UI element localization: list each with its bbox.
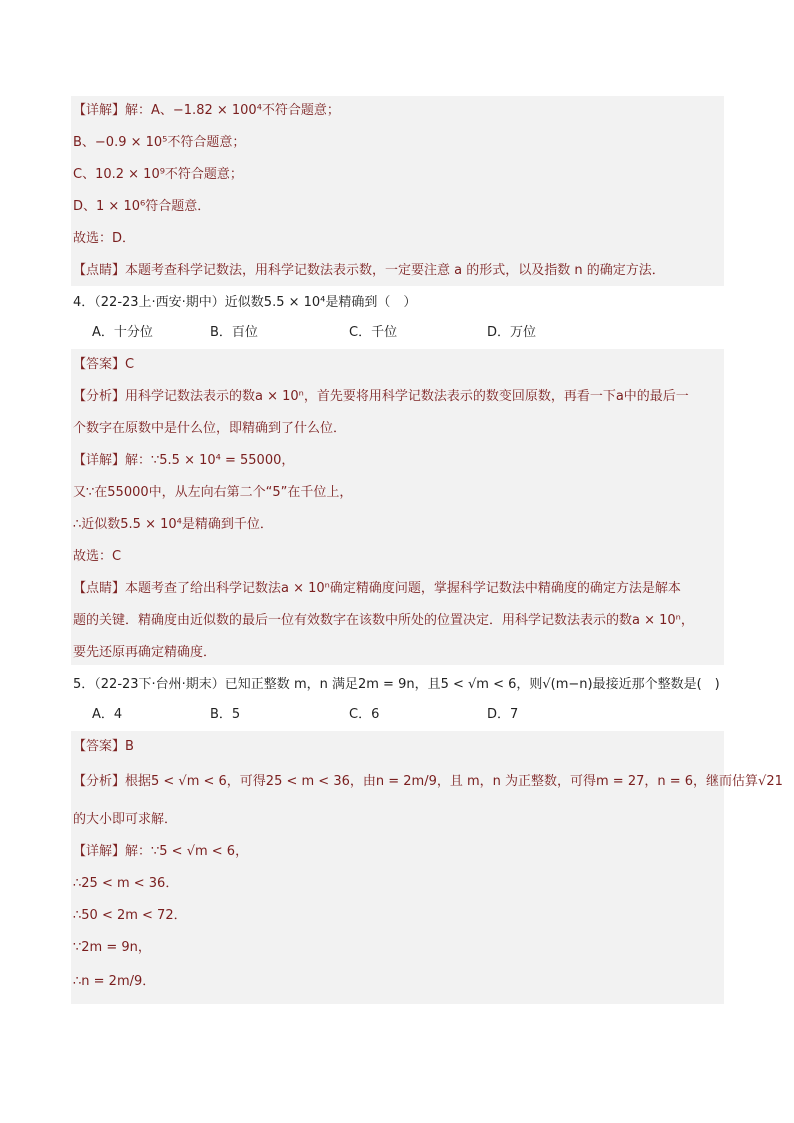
- q5-detail-4: ∵2m = 9n，: [73, 940, 151, 955]
- q5-answer: 【答案】B: [73, 739, 134, 754]
- q4-comment-3: 要先还原再确定精确度．: [73, 645, 217, 660]
- q4-analysis-2: 个数字在原数中是什么位，即精确到了什么位．: [73, 421, 347, 436]
- q3-detail-a: 【详解】解：A、−1.82 × 100⁴不符合题意；: [73, 103, 340, 118]
- q4-option-c: C．千位: [349, 325, 398, 340]
- q3-detail-d: D、1 × 10⁶符合题意．: [73, 199, 211, 214]
- q4-detail-3: ∴近似数5.5 × 10⁴是精确到千位．: [73, 517, 273, 532]
- q3-detail-b: B、−0.9 × 10⁵不符合题意；: [73, 135, 246, 150]
- q4-stem: 4．（22-23上·西安·期中）近似数5.5 × 10⁴是精确到（ ）: [73, 295, 417, 310]
- q3-choice: 故选：D．: [73, 231, 136, 246]
- q3-comment: 【点睛】本题考查科学记数法，用科学记数法表示数，一定要注意 a 的形式，以及指数 n 的确定方法．: [73, 263, 665, 278]
- q4-analysis-1: 【分析】用科学记数法表示的数a × 10ⁿ，首先要将用科学记数法表示的数变回原数，再看一下a中的最后一: [73, 389, 689, 404]
- q4-comment-1: 【点睛】本题考查了给出科学记数法a × 10ⁿ确定精确度问题，掌握科学记数法中精确度的确定方法是解本: [73, 581, 681, 596]
- q4-option-a: A．十分位: [92, 325, 153, 340]
- q3-detail-c: C、10.2 × 10⁹不符合题意；: [73, 167, 243, 182]
- q4-choice: 故选：C: [73, 549, 122, 564]
- q5-detail-3: ∴50 < 2m < 72．: [73, 908, 187, 923]
- q5-detail-2: ∴25 < m < 36．: [73, 876, 179, 891]
- q4-comment-2: 题的关键．精确度由近似数的最后一位有效数字在该数中所处的位置决定．用科学记数法表示的数a × 10ⁿ，: [73, 613, 694, 628]
- q4-options: [92, 323, 692, 343]
- q5-analysis-2: 的大小即可求解．: [73, 812, 178, 827]
- q5-detail-5: ∴n = 2m/9．: [73, 974, 156, 989]
- q5-option-b: B．5: [210, 707, 241, 722]
- q5-option-c: C．6: [349, 707, 380, 722]
- q4-answer: 【答案】C: [73, 357, 135, 372]
- q5-detail-1: 【详解】解：∵5 < √m < 6，: [73, 844, 249, 859]
- q5-stem: 5．（22-23下·台州·期末）已知正整数 m，n 满足2m = 9n，且5 < √m < 6，则√(m−n)最接近那个整数是( ): [73, 677, 720, 692]
- q5-analysis-1: 【分析】根据5 < √m < 6，可得25 < m < 36，由n = 2m/9，且 m，n 为正整数，可得m = 27，n = 6，继而估算√21: [73, 774, 783, 789]
- q5-option-d: D．7: [487, 707, 519, 722]
- q4-detail-2: 又∵在55000中，从左向右第二个“5”在千位上，: [73, 485, 353, 500]
- q5-option-a: A．4: [92, 707, 123, 722]
- solution-block-q3: [71, 96, 724, 286]
- q4-option-b: B．百位: [210, 325, 258, 340]
- q4-option-d: D．万位: [487, 325, 537, 340]
- q4-detail-1: 【详解】解：∵5.5 × 10⁴ = 55000，: [73, 453, 295, 468]
- q5-options: [92, 705, 692, 725]
